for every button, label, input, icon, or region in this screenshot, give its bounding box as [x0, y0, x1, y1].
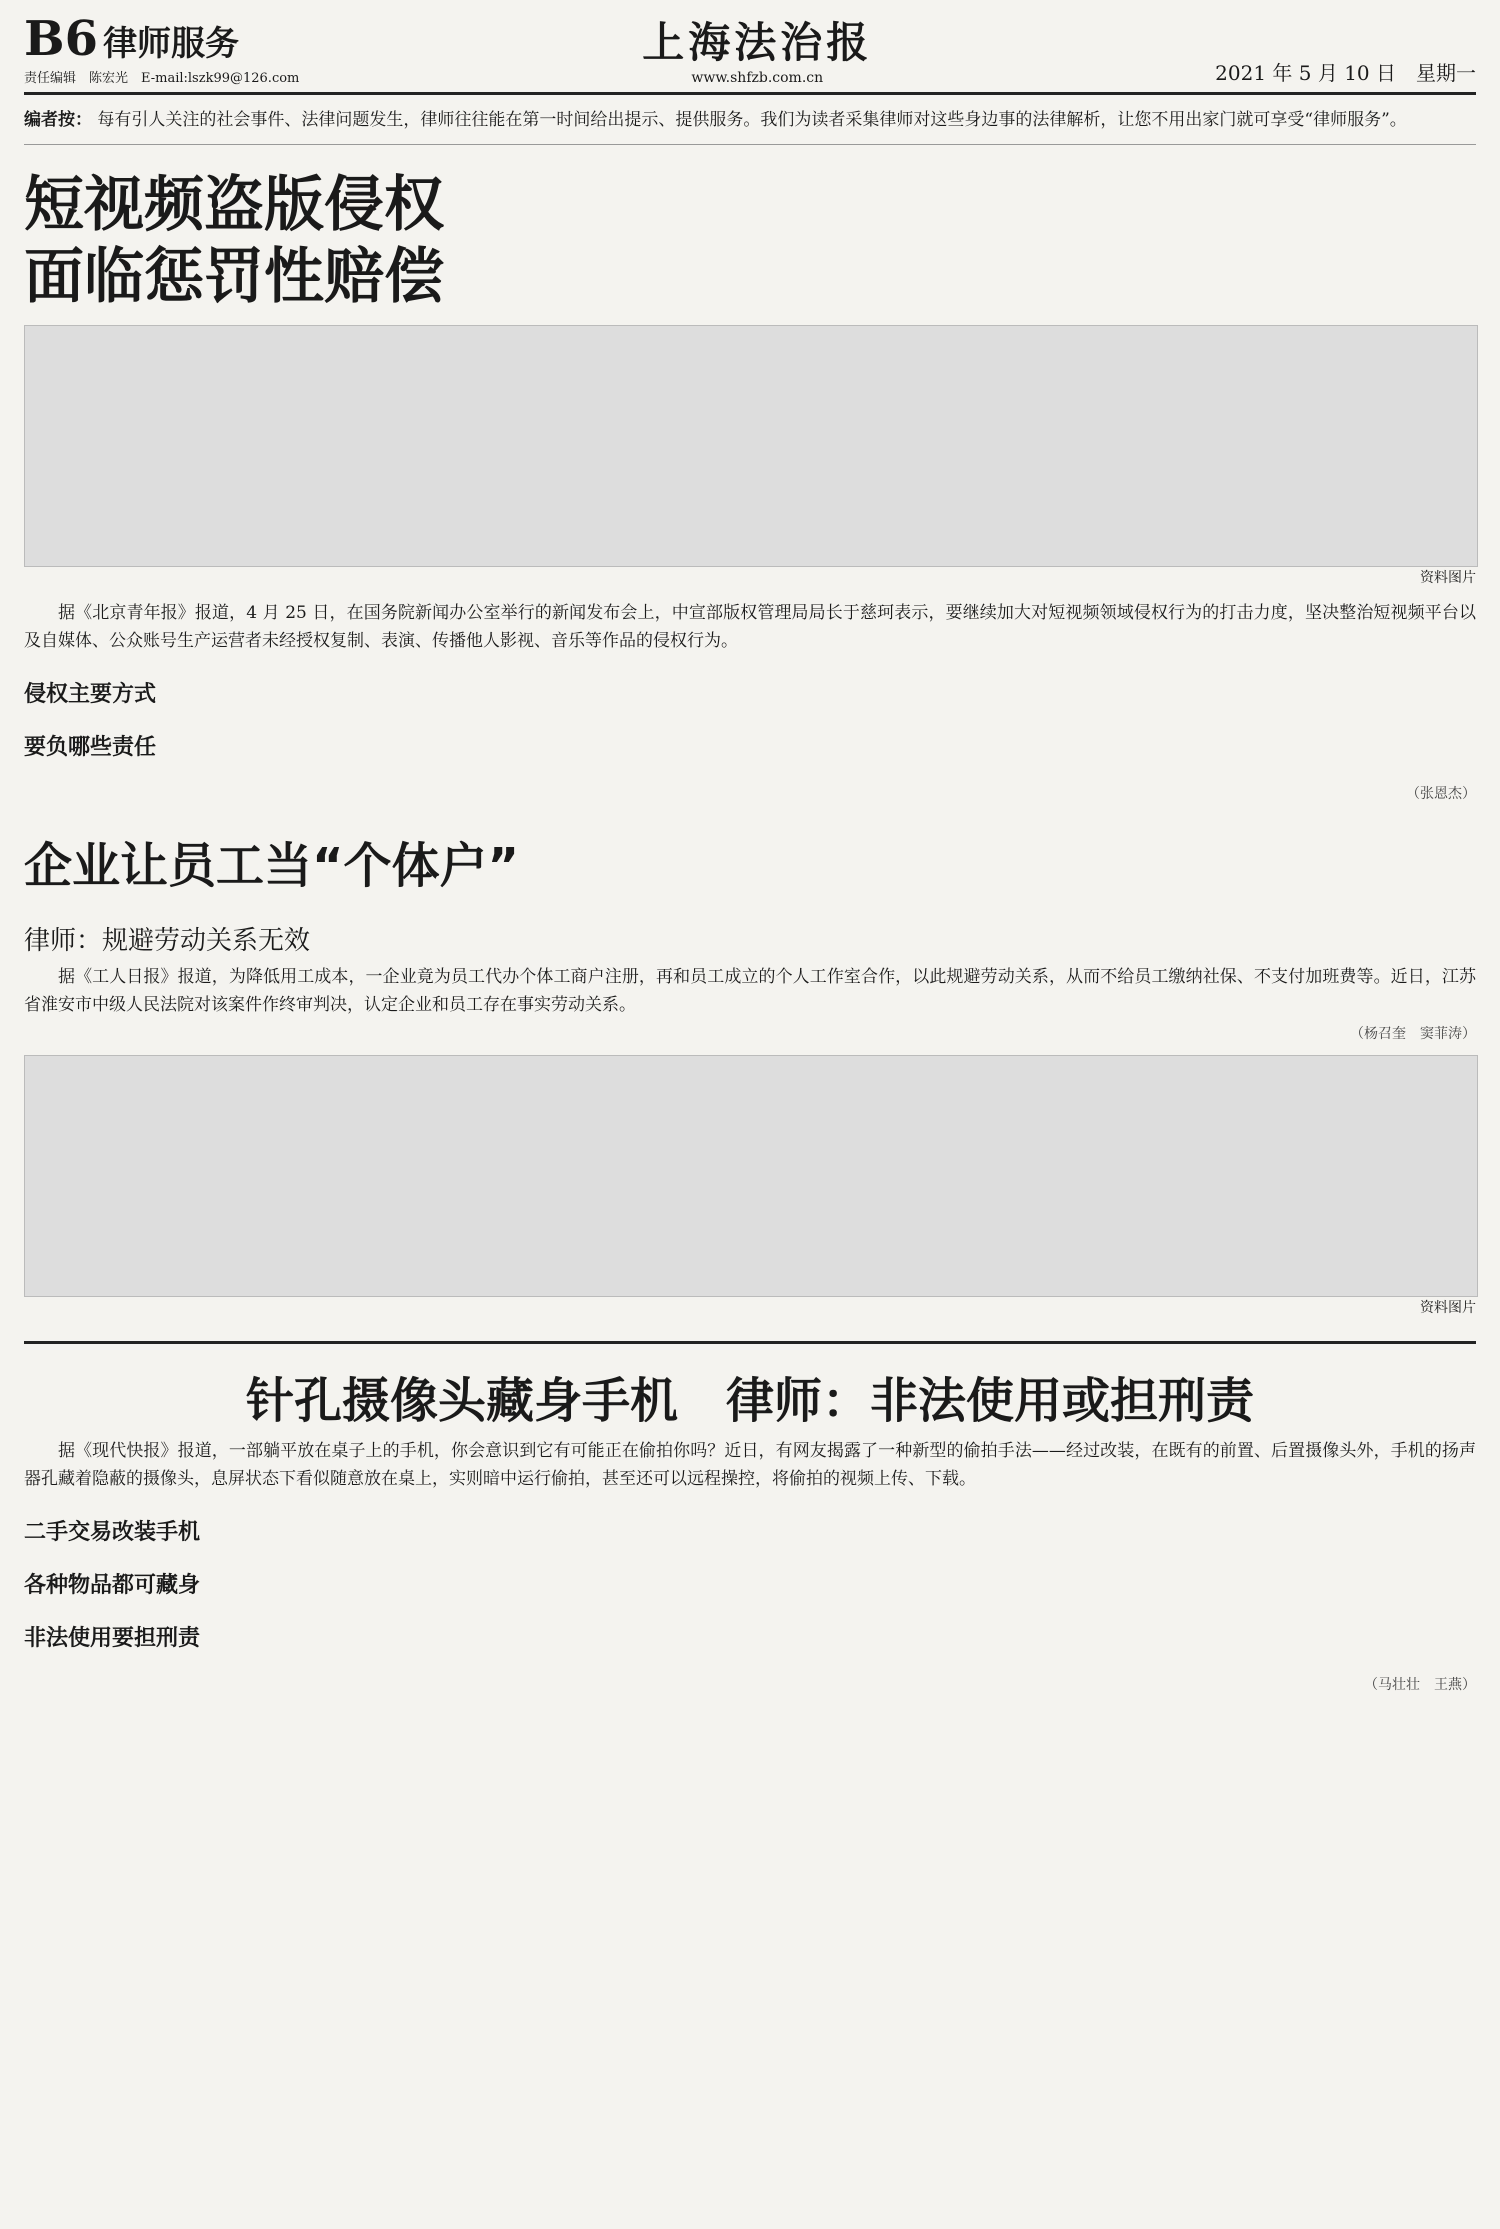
- piracy-lead: 据《北京青年报》报道，4 月 25 日，在国务院新闻办公室举行的新闻发布会上，中宣部版权管理局局长于慈珂表示，要继续加大对短视频领域侵权行为的打击力度，坚决整治短视频平台以及自媒体、公众账号生产运营者未经授权复制、表演、传播他人影视、音乐等作品的侵权行为。: [24, 603, 1476, 652]
- article-camera: [24, 1341, 1476, 1694]
- piracy-image-caption: 资料图片: [1420, 570, 1476, 586]
- editors-line: 责任编辑 陈宏光 E-mail:lszk99@126.com: [24, 71, 300, 86]
- page-number: B6: [24, 11, 98, 67]
- editor-note-label: 编者按：: [24, 110, 92, 130]
- piracy-title-line1: 短视频盗版侵权: [24, 170, 444, 240]
- piracy-subhead-2: 要负哪些责任: [24, 734, 157, 761]
- contractor-subtitle: 律师：规避劳动关系无效: [24, 926, 311, 957]
- article-contractor: [24, 827, 1476, 1317]
- article-piracy: [24, 169, 1476, 803]
- dateline: 2021 年 5 月 10 日 星期一: [1215, 61, 1476, 85]
- contractor-title: 企业让员工当“个体户”: [24, 838, 520, 895]
- piracy-cartoon: [24, 325, 1478, 567]
- piracy-illustration: [24, 325, 1476, 587]
- website: www.shfzb.com.cn: [691, 70, 824, 86]
- contractor-credit: （杨召奎 窦菲涛）: [1350, 1026, 1476, 1043]
- camera-subhead-1: 二手交易改装手机: [24, 1519, 201, 1546]
- piracy-credit: （张恩杰）: [1406, 786, 1476, 803]
- contractor-lead: 据《工人日报》报道，为降低用工成本，一企业竟为员工代办个体工商户注册，再和员工成立的个人工作室合作，以此规避劳动关系，从而不给员工缴纳社保、不支付加班费等。近日，江苏省淮安市中级人民法院对该案件作终审判决，认定企业和员工存在事实劳动关系。: [24, 967, 1476, 1016]
- camera-subhead-3: 非法使用要担刑责: [24, 1625, 201, 1652]
- editor-note: [24, 95, 1476, 145]
- piracy-title: [24, 169, 1476, 313]
- contractor-illustration: [24, 1055, 1476, 1317]
- contractor-image-caption: 资料图片: [1420, 1300, 1476, 1317]
- camera-title: 针孔摄像头藏身手机 律师：非法使用或担刑责: [24, 1341, 1476, 1431]
- camera-subhead-2: 各种物品都可藏身: [24, 1572, 201, 1599]
- piracy-subhead-1: 侵权主要方式: [24, 681, 157, 708]
- masthead: [24, 0, 1476, 95]
- camera-lead: 据《现代快报》报道，一部躺平放在桌子上的手机，你会意识到它有可能正在偷拍你吗？近日，有网友揭露了一种新型的偷拍手法——经过改装，在既有的前置、后置摄像头外，手机的扬声器孔藏着隐蔽的摄像头，息屏状态下看似随意放在桌上，实则暗中运行偷拍，甚至还可以远程操控，将偷拍的视频上传、下载。: [24, 1441, 1476, 1490]
- piracy-title-line2: 面临惩罚性赔偿: [24, 242, 444, 312]
- paper-name: 上海法治报: [642, 18, 873, 67]
- editor-note-text: 每有引人关注的社会事件、法律问题发生，律师往往能在第一时间给出提示、提供服务。我们为读者采集律师对这些身边事的法律解析，让您不用出家门就可享受“律师服务”。: [97, 110, 1407, 130]
- contractor-cartoon: [24, 1055, 1478, 1297]
- camera-credit: （马壮壮 王燕）: [1364, 1677, 1476, 1694]
- section-title: 律师服务: [103, 24, 240, 64]
